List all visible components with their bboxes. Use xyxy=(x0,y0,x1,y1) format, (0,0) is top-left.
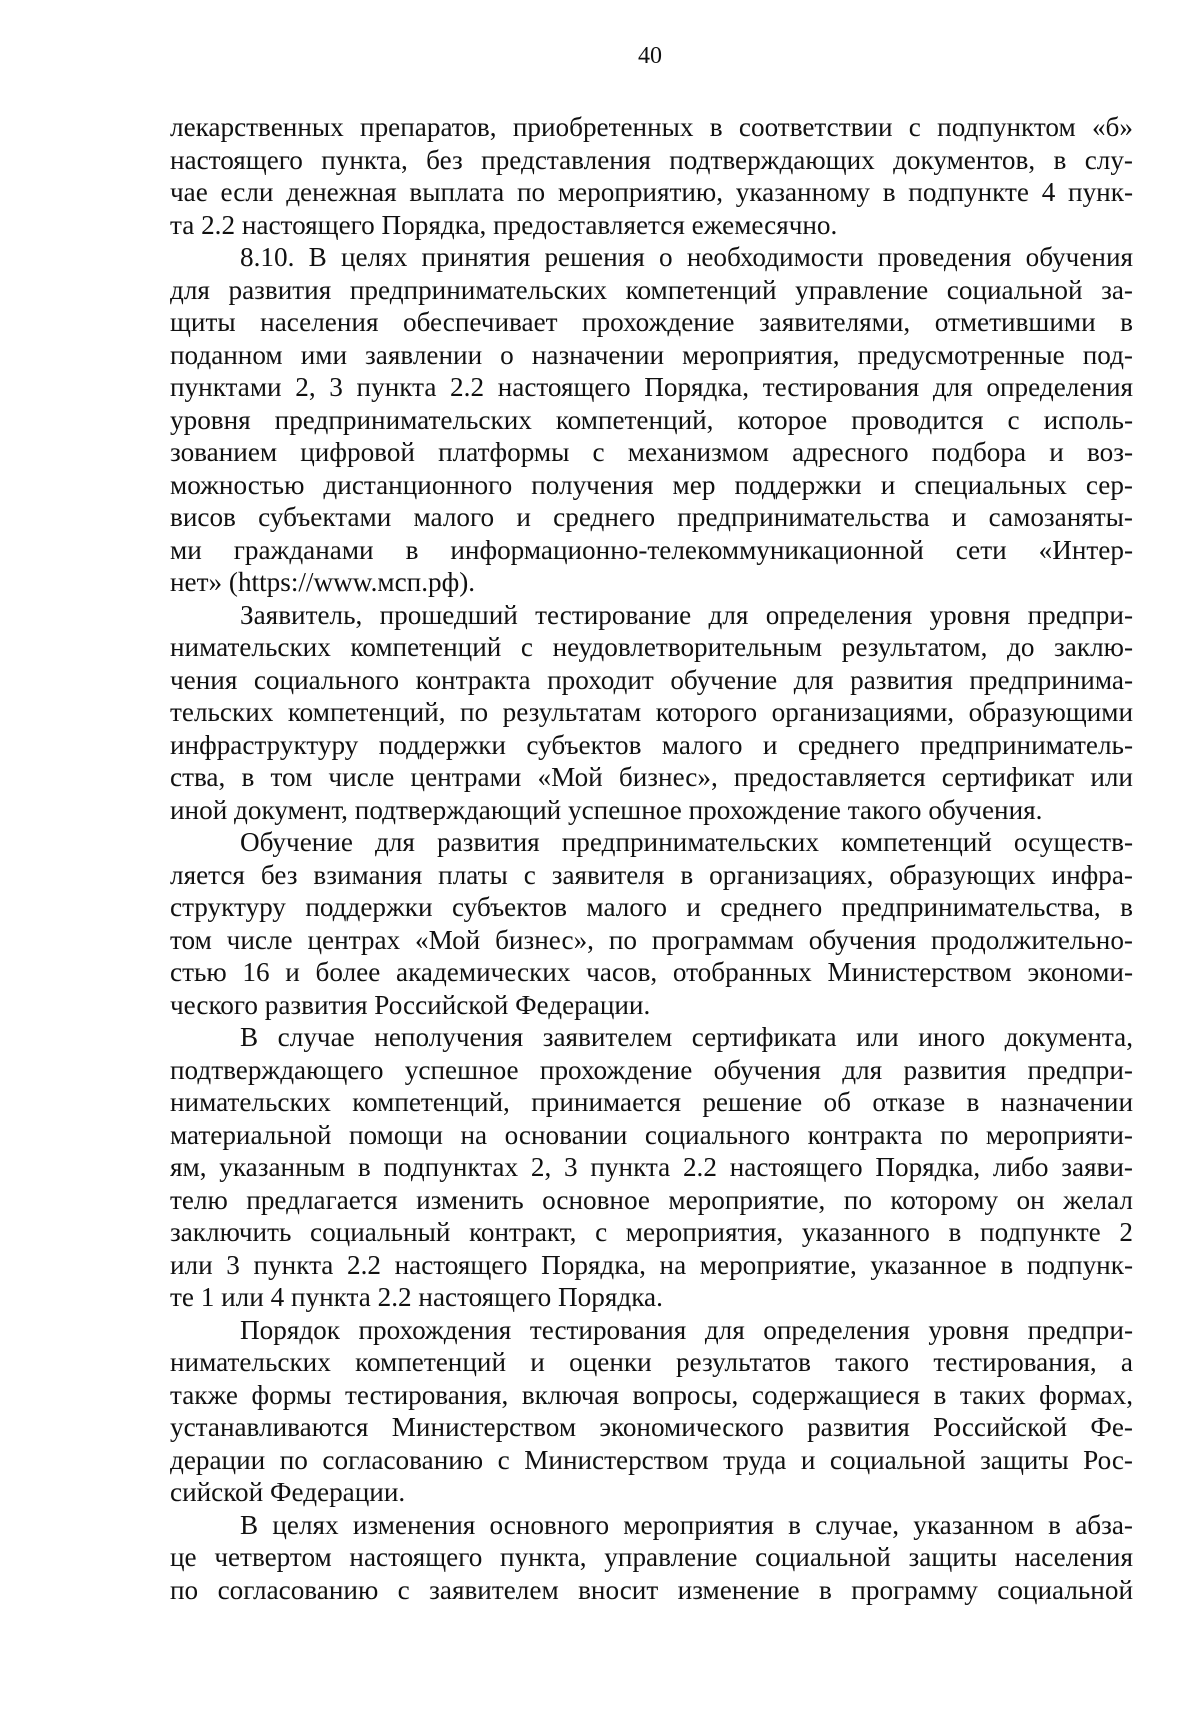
text-line: для развития предпринимательских компетенций управление социальной за- xyxy=(170,274,1133,305)
text-line: нимательских компетенций и оценки результатов такого тестирования, а xyxy=(170,1347,1133,1377)
text-line: В случае неполучения заявителем сертификата или иного документа, xyxy=(240,1022,1133,1052)
text-line: нет» (https://www.мсп.рф). xyxy=(170,567,476,597)
text-line: настоящего пункта, без представления подтверждающих документов, в слу- xyxy=(170,144,1133,175)
text-line: та 2.2 настоящего Порядка, предоставляется ежемесячно. xyxy=(170,209,838,240)
text-line: устанавливаются Министерством экономического развития Российской Фе- xyxy=(170,1412,1133,1442)
text-line: дерации по согласованию с Министерством труда и социальной защиты Рос- xyxy=(170,1444,1133,1475)
text-line: телю предлагается изменить основное мероприятие, по которому он желал xyxy=(170,1184,1133,1215)
page-number: 40 xyxy=(638,43,662,69)
text-line: пунктами 2, 3 пункта 2.2 настоящего Порядка, тестирования для определения xyxy=(170,372,1133,402)
text-line: це четвертом настоящего пункта, управление социальной защиты населения xyxy=(170,1542,1133,1572)
text-line: ческого развития Российской Федерации. xyxy=(170,989,651,1020)
text-line: структуру поддержки субъектов малого и среднего предпринимательства, в xyxy=(170,892,1133,922)
text-line: или 3 пункта 2.2 настоящего Порядка, на мероприятие, указанное в подпунк- xyxy=(170,1249,1133,1280)
text-line: Обучение для развития предпринимательских компетенций осуществ- xyxy=(240,827,1133,857)
text-line: щиты населения обеспечивает прохождение заявителями, отметившими в xyxy=(170,307,1133,337)
text-line: также формы тестирования, включая вопросы, содержащиеся в таких формах, xyxy=(170,1379,1133,1410)
text-line: Порядок прохождения тестирования для определения уровня предпри- xyxy=(240,1314,1133,1345)
text-line: ям, указанным в подпунктах 2, 3 пункта 2.2 настоящего Порядка, либо заяви- xyxy=(170,1152,1133,1182)
text-line: ляется без взимания платы с заявителя в организациях, образующих инфра- xyxy=(170,859,1133,890)
text-line: нимательских компетенций с неудовлетворительным результатом, до заклю- xyxy=(170,632,1133,662)
text-line: том числе центрах «Мой бизнес», по программам обучения продолжительно- xyxy=(170,924,1133,955)
text-line: поданном ими заявлении о назначении мероприятия, предусмотренные под- xyxy=(170,339,1133,370)
text-line: ми гражданами в информационно-телекоммуникационной сети «Интер- xyxy=(170,534,1133,565)
text-line: иной документ, подтверждающий успешное прохождение такого обучения. xyxy=(170,794,1043,825)
text-line: зованием цифровой платформы с механизмом адресного подбора и воз- xyxy=(170,437,1133,467)
text-line: висов субъектами малого и среднего предпринимательства и самозаняты- xyxy=(170,502,1133,532)
text-line: лекарственных препаратов, приобретенных в соответствии с подпунктом «б» xyxy=(170,112,1133,142)
body-text xyxy=(170,111,1133,1606)
text-line: тельских компетенций, по результатам которого организациями, образующими xyxy=(170,697,1133,727)
text-line: материальной помощи на основании социального контракта по мероприяти- xyxy=(170,1119,1133,1150)
text-line: уровня предпринимательских компетенций, которое проводится с исполь- xyxy=(170,404,1133,435)
text-line: чае если денежная выплата по мероприятию, указанному в подпункте 4 пунк- xyxy=(170,177,1133,207)
text-line: заключить социальный контракт, с мероприятия, указанного в подпункте 2 xyxy=(170,1217,1133,1247)
text-line: ства, в том числе центрами «Мой бизнес», предоставляется сертификат или xyxy=(170,762,1133,792)
text-line: чения социального контракта проходит обучение для развития предпринима- xyxy=(170,664,1133,695)
paragraph xyxy=(170,1021,1133,1314)
paragraph xyxy=(170,111,1133,241)
text-line: стью 16 и более академических часов, отобранных Министерством экономи- xyxy=(170,957,1133,987)
text-line: Заявитель, прошедший тестирование для определения уровня предпри- xyxy=(240,599,1133,630)
paragraph xyxy=(170,1314,1133,1509)
text-line: 8.10. В целях принятия решения о необходимости проведения обучения xyxy=(240,242,1133,272)
text-line: нимательских компетенций, принимается решение об отказе в назначении xyxy=(170,1087,1133,1117)
text-line: можностью дистанционного получения мер поддержки и специальных сер- xyxy=(170,469,1133,500)
text-line: по согласованию с заявителем вносит изменение в программу социальной xyxy=(170,1574,1133,1605)
text-line: инфраструктуру поддержки субъектов малого и среднего предприниматель- xyxy=(170,729,1133,760)
text-line: В целях изменения основного мероприятия в случае, указанном в абза- xyxy=(240,1509,1133,1540)
paragraph xyxy=(170,599,1133,827)
text-line: те 1 или 4 пункта 2.2 настоящего Порядка. xyxy=(170,1282,663,1312)
paragraph xyxy=(170,1509,1133,1607)
text-line: сийской Федерации. xyxy=(170,1477,406,1507)
paragraph xyxy=(170,241,1133,599)
text-line: подтверждающего успешное прохождение обучения для развития предпри- xyxy=(170,1054,1133,1085)
paragraph xyxy=(170,826,1133,1021)
